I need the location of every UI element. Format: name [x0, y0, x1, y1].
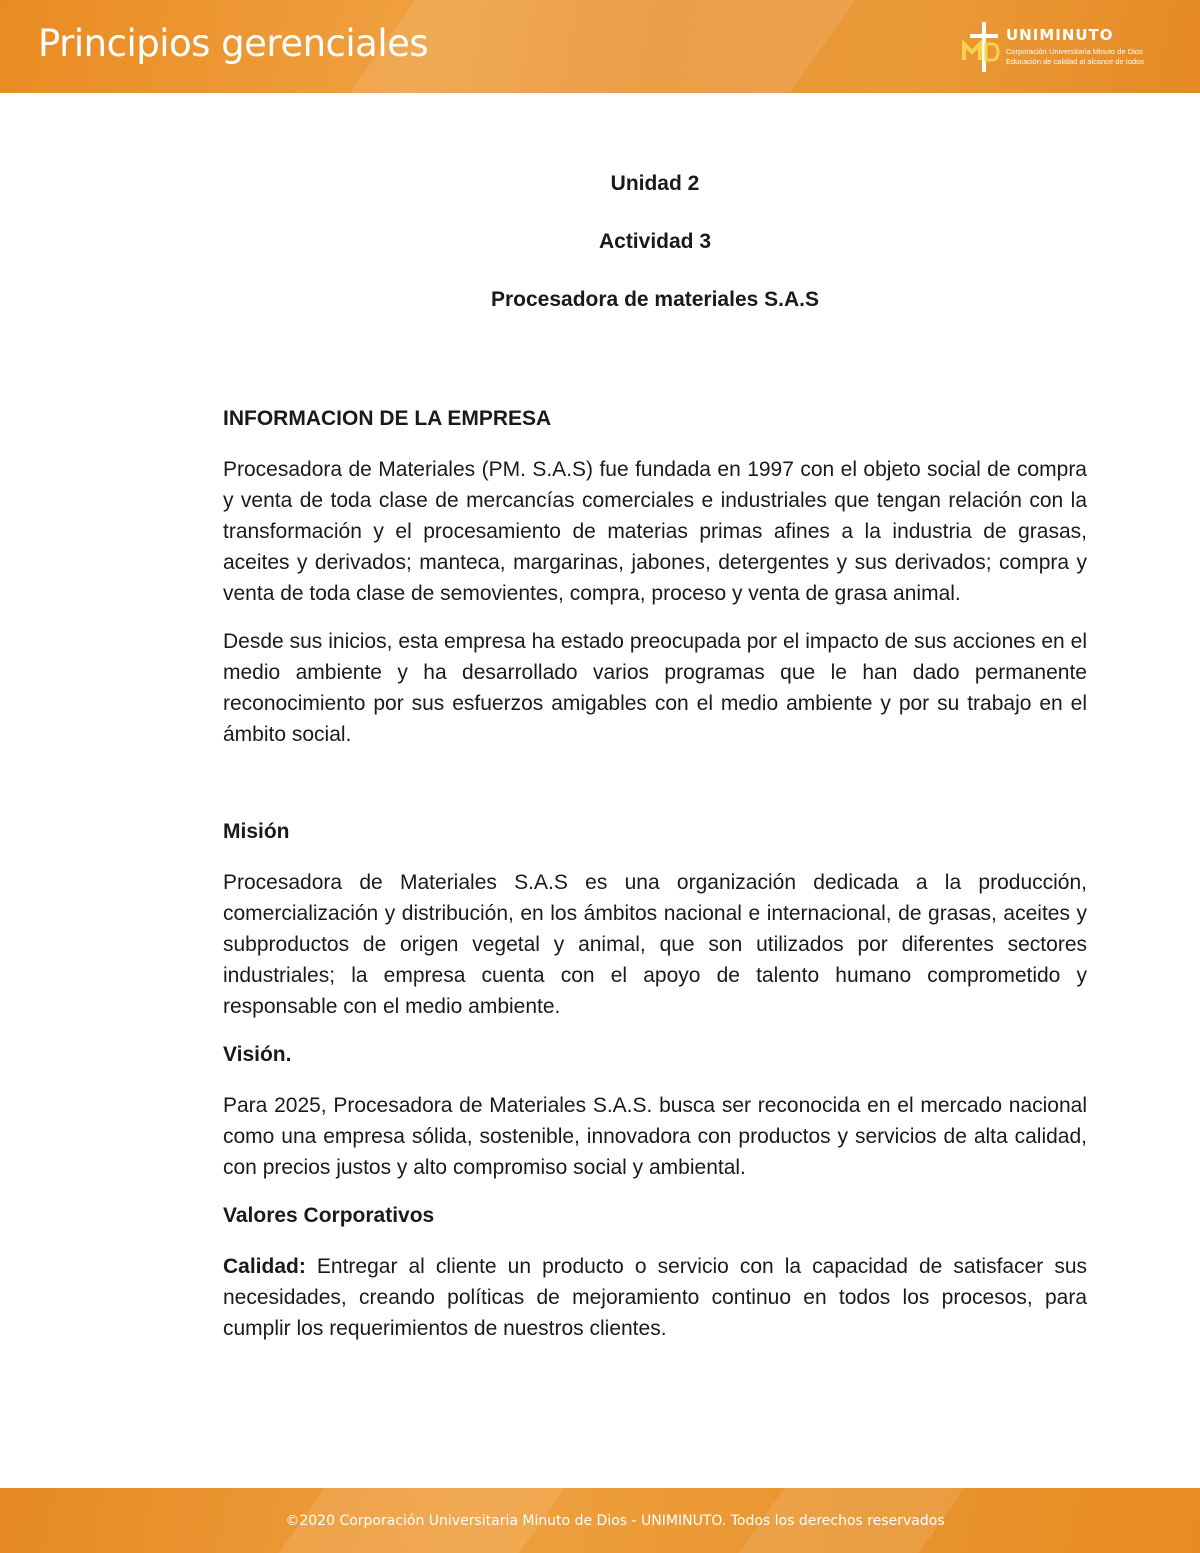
- logo-tagline: Educación de calidad al alcance de todos: [1006, 57, 1145, 66]
- company-title: Procesadora de materiales S.A.S: [491, 288, 819, 311]
- logo-tagline: Corporación Universitaria Minuto de Dios: [1006, 47, 1143, 56]
- vision-heading: Visión.: [223, 1043, 292, 1066]
- info-heading: INFORMACION DE LA EMPRESA: [223, 407, 552, 430]
- logo-name: UNIMINUTO: [1006, 26, 1114, 44]
- uniminuto-logo-icon: [960, 20, 1000, 74]
- valores-heading: Valores Corporativos: [223, 1204, 435, 1227]
- unit-title: Unidad 2: [610, 172, 700, 195]
- header-title: Principios gerenciales: [38, 22, 429, 65]
- calidad-paragraph: [223, 1251, 1087, 1344]
- info-paragraph: Desde sus inicios, esta empresa ha estado preocupada por el impacto de sus acciones en el medio ambiente y ha desarrollado varios programas que le han dado permanente reconocimiento por sus esfuerzos amigables con el medio ambiente y por su trabajo en el ámbito social.: [223, 630, 1087, 746]
- activity-title: Actividad 3: [598, 230, 712, 253]
- info-paragraph: Procesadora de Materiales (PM. S.A.S) fue fundada en 1997 con el objeto social de compra y venta de toda clase de mercancías comerciales e industriales que tengan relación con la transformación y el procesamiento de materias primas afines a la industria de grasas, aceites y derivados; manteca, margarinas, jabones, detergentes y sus derivados; compra y venta de toda clase de semovientes, compra, proceso y venta de grasa animal.: [223, 458, 1087, 605]
- document-body: [223, 168, 1087, 1361]
- calidad-label: Calidad:: [223, 1255, 306, 1278]
- mision-heading: Misión: [223, 820, 290, 843]
- footer-copyright: ©2020 Corporación Universitaria Minuto de Dios - UNIMINUTO. Todos los derechos reservados: [285, 1513, 945, 1529]
- mision-paragraph: Procesadora de Materiales S.A.S es una organización dedicada a la producción, comercialización y distribución, en los ámbitos nacional e internacional, de grasas, aceites y subproductos de origen vegetal y animal, que son utilizados por diferentes sectores industriales; la empresa cuenta con el apoyo de talento humano comprometido y responsable con el medio ambiente.: [223, 871, 1087, 1018]
- page-footer: [0, 1488, 1200, 1553]
- calidad-text: Entregar al cliente un producto o servicio con la capacidad de satisfacer sus necesidades, creando políticas de mejoramiento continuo en todos los procesos, para cumplir los requerimientos de nuestros clientes.: [223, 1255, 1087, 1340]
- vision-paragraph: Para 2025, Procesadora de Materiales S.A.S. busca ser reconocida en el mercado nacional como una empresa sólida, sostenible, innovadora con productos y servicios de alta calidad, con precios justos y alto compromiso social y ambiental.: [223, 1094, 1087, 1179]
- page-header: [0, 0, 1200, 93]
